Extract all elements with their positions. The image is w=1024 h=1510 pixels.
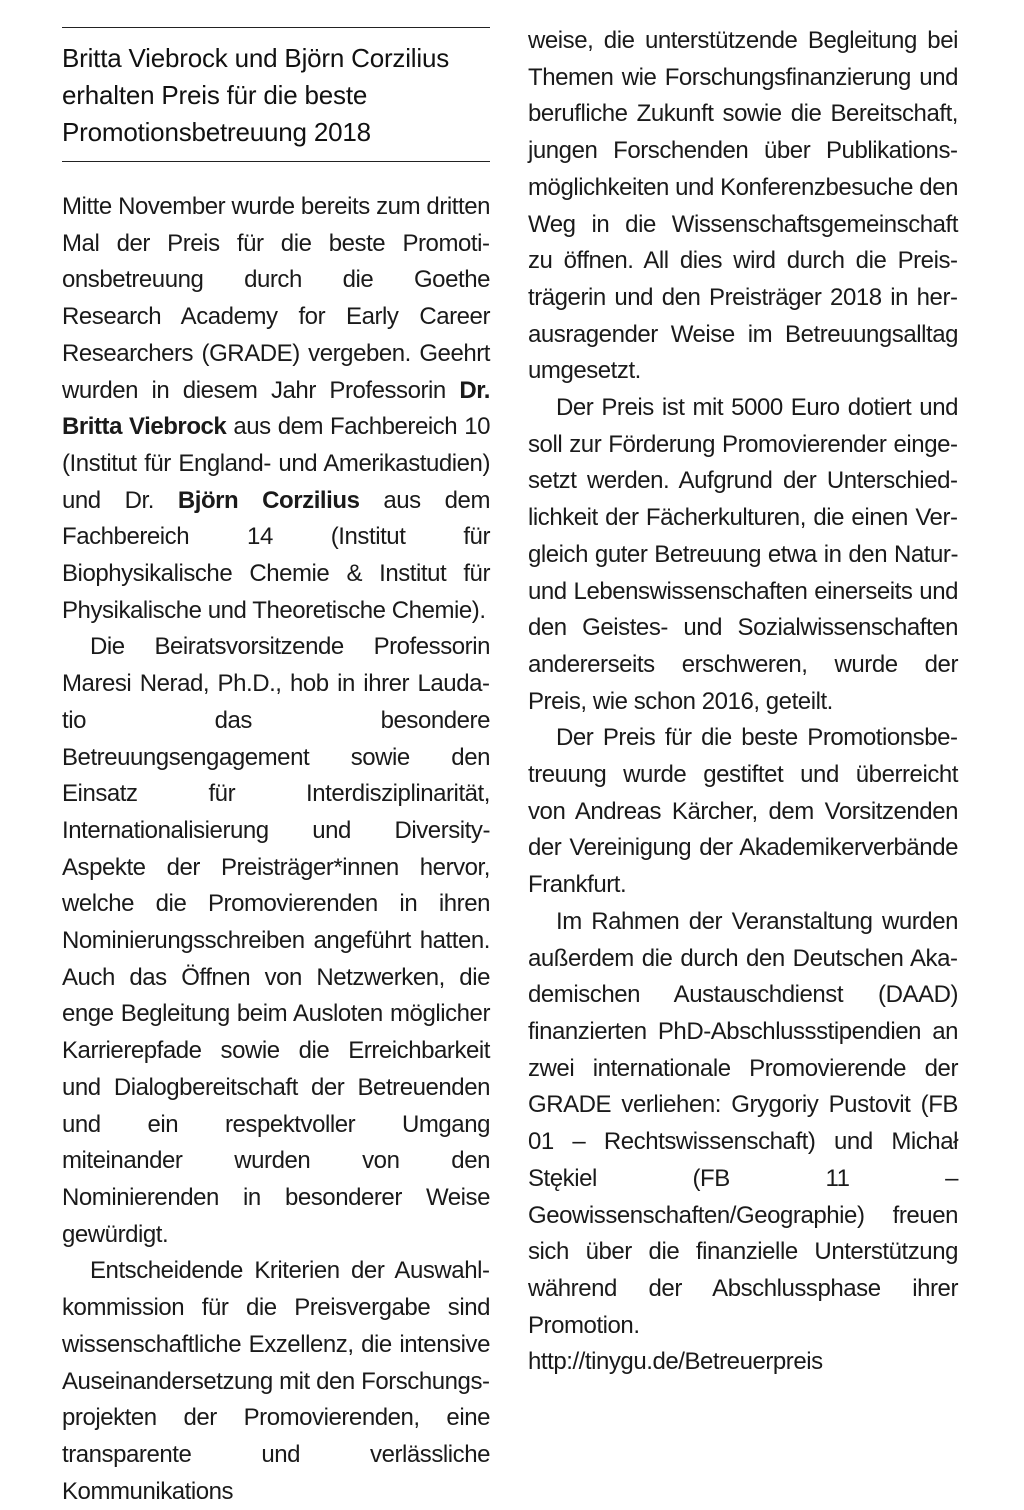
headline-bottom-rule [62, 161, 490, 162]
awardee-name-corzilius: Björn Corzilius [177, 486, 360, 514]
headline-top-rule [62, 27, 490, 28]
paragraph-sponsor: Der Preis für die beste Promotionsbetreuung wurde gestiftet und überreicht von Andreas Kärcher, dem Vorsitzenden der Vereinigung der Akademikerverbände Frankfurt. [528, 724, 958, 899]
intro-text-part3: aus dem Fachbereich 14 (Institut für Biophysikalische Chemie & Institut für Physikalische und Theoretische Chemie). [62, 486, 490, 624]
awardee-name-viebrock: Dr. Britta Viebrock [62, 376, 490, 441]
paragraph-daad-scholarships: Im Rahmen der Veranstaltung wurden außerdem die durch den Deutschen Akademischen Austauschdienst (DAAD) finanzierten PhD-Abschlussstipendien an zwei internationale Promovierende der GRADE verliehen: Grygoriy Pustovit (FB 01 – Rechtswissenschaft) und Michał Stękiel (FB 11 – Geowissenschaften/Geographie) freuen sich über die finanzielle Unterstützung während der Abschlussphase ihrer Promotion. [528, 907, 958, 1339]
paragraph-criteria-continued: weise, die unterstützende Begleitung bei Themen wie Forschungsfinanzierung und berufliche Zukunft sowie die Bereitschaft, jungen Forschenden über Publikationsmöglichkeiten und Konferenzbesuche den Weg in die Wissenschaftsgemeinschaft zu öffnen. All dies wird durch die Preisträgerin und den Preisträger 2018 in herausragender Weise im Betreuungsalltag umgesetzt. [528, 27, 958, 385]
paragraph-criteria-start: Entscheidende Kriterien der Auswahlkommission für die Preisvergabe sind wissenschaftliche Exzellenz, die intensive Auseinandersetzung mit den Forschungsprojekten der Promovierenden, eine transparente und verlässliche Kommunikations [62, 1257, 490, 1505]
left-body-text [62, 189, 490, 1510]
left-column [62, 0, 490, 1510]
article-link[interactable]: http://tinygu.de/Betreuerpreis [528, 1348, 823, 1376]
intro-text-part1: Mitte November wurde bereits zum dritten Mal der Preis für die beste Promotionsbetreuung durch die Goethe Research Academy for Early Career Researchers (GRADE) vergeben. Geehrt wurden in diesem Jahr Professorin [62, 193, 490, 404]
paragraph-laudatio: Die Beiratsvorsitzende Professorin Maresi Nerad, Ph.D., hob in ihrer Laudatio das besondere Betreuungsengagement sowie den Einsatz für Interdisziplinarität, Internationalisierung und Diversity-Aspekte der Preisträger*innen hervor, welche die Promovierenden in ihren Nominierungsschreiben angeführt hatten. Auch das Öffnen von Netzwerken, die enge Begleitung beim Ausloten möglicher Karrierepfade sowie die Erreichbarkeit und Dialogbereitschaft der Betreuenden und ein respektvoller Umgang miteinander wurden von den Nominierenden in besonderer Weise gewürdigt. [62, 633, 490, 1248]
paragraph-prize-money: Der Preis ist mit 5000 Euro dotiert und soll zur Förderung Promovierender eingesetzt werden. Aufgrund der Unterschiedlichkeit der Fächerkulturen, die einen Vergleich guter Betreuung etwa in den Natur- und Lebenswissenschaften einerseits und den Geistes- und Sozialwissenschaften andererseits erschweren, wurde der Preis, wie schon 2016, geteilt. [528, 394, 958, 715]
right-body-text [528, 23, 958, 1381]
intro-text-part2: aus dem Fachbereich 10 (Institut für England- und Amerikastudien) und Dr. [62, 413, 490, 514]
paragraph-intro [62, 189, 490, 629]
article-headline: Britta Viebrock und Björn Corzilius erhalten Preis für die beste Promotionsbetreuung 2018 [62, 43, 450, 147]
right-column [528, 0, 958, 1381]
